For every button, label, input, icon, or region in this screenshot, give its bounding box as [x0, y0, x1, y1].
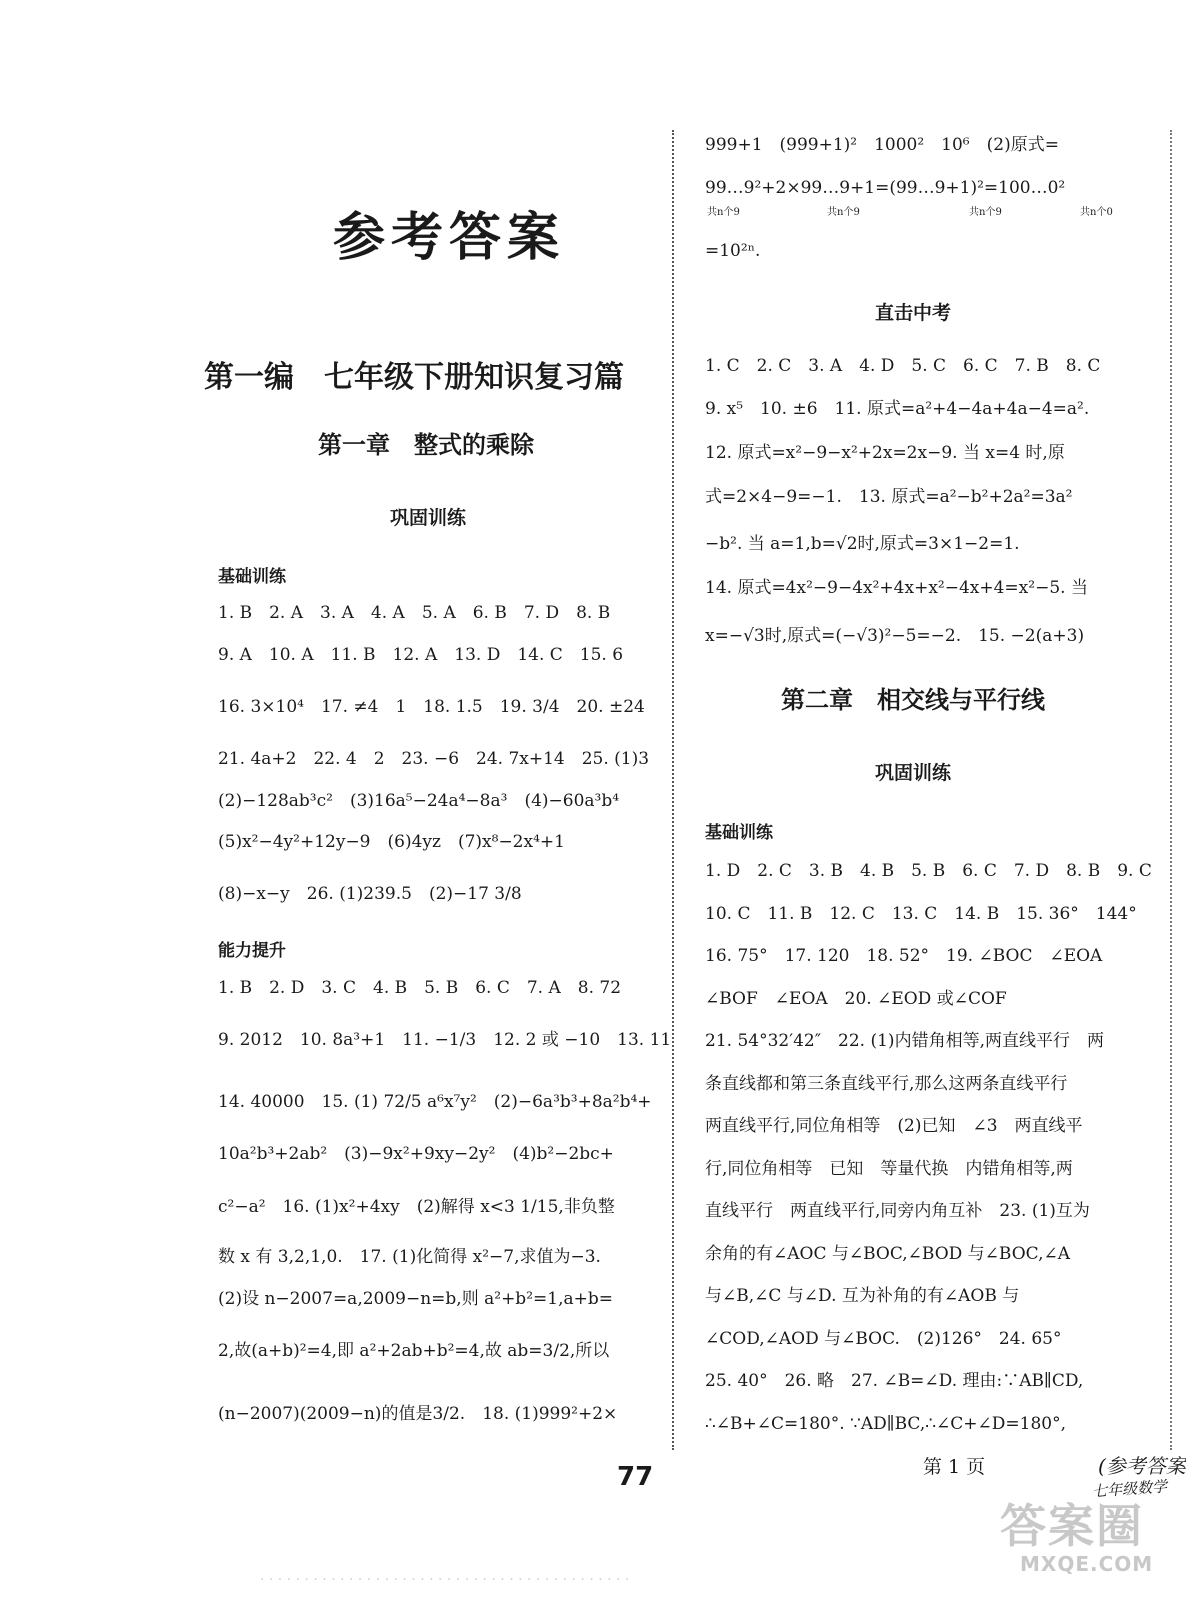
answer-line: 余角的有∠AOC 与∠BOC,∠BOD 与∠BOC,∠A — [705, 1244, 1071, 1264]
answer-line: 16. 75° 17. 120 18. 52° 19. ∠BOC ∠EOA — [705, 946, 1103, 966]
answer-line: 14. 40000 15. (1) 72/5 a⁶x⁷y² (2)−6a³b³+8a²b⁴+ — [218, 1092, 652, 1112]
answer-line: ∴∠B+∠C=180°. ∵AD∥BC,∴∠C+∠D=180°, — [705, 1414, 1067, 1434]
answer-line: 99…9²+2×99…9+1=(99…9+1)²=100…0² — [705, 178, 1066, 198]
column-divider — [672, 130, 674, 1450]
answer-line: 21. 4a+2 22. 4 2 23. −6 24. 7x+14 25. (1)3 — [218, 749, 650, 769]
answer-line: 与∠B,∠C 与∠D. 互为补角的有∠AOB 与 — [705, 1286, 1020, 1306]
answer-line: 1. B 2. A 3. A 4. A 5. A 6. B 7. D 8. B — [218, 603, 611, 623]
answer-line: ∠COD,∠AOD 与∠BOC. (2)126° 24. 65° — [705, 1329, 1062, 1349]
corner-tag: (参考答案 — [1098, 1454, 1186, 1478]
answer-line: (8)−x−y 26. (1)239.5 (2)−17 3/8 — [218, 884, 522, 904]
subsection-heading: 能力提升 — [218, 941, 286, 961]
page-title: 参考答案 — [333, 208, 566, 268]
answer-line: 数 x 有 3,2,1,0. 17. (1)化简得 x²−7,求值为−3. — [218, 1247, 601, 1267]
edge-divider — [1170, 130, 1172, 1450]
section-heading: 直击中考 — [875, 302, 952, 324]
underbrace-label: 共n个9 — [827, 207, 860, 218]
answer-line: 10a²b³+2ab² (3)−9x²+9xy−2y² (4)b²−2bc+ — [218, 1144, 614, 1164]
answer-line: 1. C 2. C 3. A 4. D 5. C 6. C 7. B 8. C — [705, 356, 1101, 376]
section-heading: 巩固训练 — [390, 507, 467, 529]
answer-line: 14. 原式=4x²−9−4x²+4x+x²−4x+4=x²−5. 当 — [705, 578, 1088, 598]
watermark-logo — [990, 1490, 1160, 1590]
underbrace-labels — [705, 203, 1135, 219]
answer-line: (2)设 n−2007=a,2009−n=b,则 a²+b²=1,a+b= — [218, 1289, 613, 1309]
answer-line: 条直线都和第三条直线平行,那么这两条直线平行 — [705, 1074, 1068, 1094]
page-number: 77 — [617, 1462, 654, 1492]
corner-subject-tag: 七年级数学 — [1091, 1477, 1168, 1501]
answer-line: (2)−128ab³c² (3)16a⁵−24a⁴−8a³ (4)−60a³b⁴ — [218, 791, 620, 811]
answer-line: 1. D 2. C 3. B 4. B 5. B 6. C 7. D 8. B 9. C — [705, 861, 1152, 881]
answer-line: x=−√3时,原式=(−√3)²−5=−2. 15. −2(a+3) — [705, 626, 1085, 646]
answer-line: 10. C 11. B 12. C 13. C 14. B 15. 36° 144° — [705, 904, 1137, 924]
answer-line: 两直线平行,同位角相等 (2)已知 ∠3 两直线平 — [705, 1116, 1083, 1136]
answer-line: 9. x⁵ 10. ±6 11. 原式=a²+4−4a+4a−4=a². — [705, 399, 1090, 419]
underbrace-label: 共n个9 — [707, 207, 740, 218]
answer-line: 21. 54°32′42″ 22. (1)内错角相等,两直线平行 两 — [705, 1031, 1104, 1051]
subsection-heading: 基础训练 — [218, 567, 286, 587]
watermark-text: 答案圈 — [1000, 1499, 1144, 1553]
bleed-through-text: · · · · · · · · · · · · · · · · · · · · · · · · · · · · · · · · · · · · · · · · · · — [260, 1572, 630, 1588]
answer-line: −b². 当 a=1,b=√2时,原式=3×1−2=1. — [705, 534, 1020, 554]
answer-line: =10²ⁿ. — [705, 241, 761, 261]
answer-line: 12. 原式=x²−9−x²+2x=2x−9. 当 x=4 时,原 — [705, 443, 1065, 463]
answer-line: ∠BOF ∠EOA 20. ∠EOD 或∠COF — [705, 989, 1007, 1009]
chapter-title: 第一章 整式的乘除 — [318, 431, 534, 459]
answer-line: 25. 40° 26. 略 27. ∠B=∠D. 理由:∵AB∥CD, — [705, 1371, 1084, 1391]
part-title: 第一编 七年级下册知识复习篇 — [204, 360, 624, 395]
answer-line: (5)x²−4y²+12y−9 (6)4yz (7)x⁸−2x⁴+1 — [218, 832, 565, 852]
answer-line: 16. 3×10⁴ 17. ≠4 1 18. 1.5 19. 3/4 20. ±24 — [218, 697, 645, 717]
page-label: 第 1 页 — [923, 1456, 986, 1478]
answer-line: 式=2×4−9=−1. 13. 原式=a²−b²+2a²=3a² — [705, 487, 1073, 507]
answer-line: c²−a² 16. (1)x²+4xy (2)解得 x<3 1/15,非负整 — [218, 1197, 615, 1217]
answer-line: 2,故(a+b)²=4,即 a²+2ab+b²=4,故 ab=3/2,所以 — [218, 1341, 610, 1361]
underbrace-label: 共n个0 — [1080, 207, 1113, 218]
answer-line: 1. B 2. D 3. C 4. B 5. B 6. C 7. A 8. 72 — [218, 978, 622, 998]
answer-line: (n−2007)(2009−n)的值是3/2. 18. (1)999²+2× — [218, 1404, 618, 1424]
underbrace-label: 共n个9 — [969, 207, 1002, 218]
section-heading: 巩固训练 — [875, 762, 952, 784]
answer-line: 直线平行 两直线平行,同旁内角互补 23. (1)互为 — [705, 1201, 1090, 1221]
answer-line: 999+1 (999+1)² 1000² 10⁶ (2)原式= — [705, 135, 1059, 155]
answer-line: 行,同位角相等 已知 等量代换 内错角相等,两 — [705, 1159, 1073, 1179]
watermark-domain: MXQE.COM — [1020, 1552, 1154, 1576]
answer-line: 9. 2012 10. 8a³+1 11. −1/3 12. 2 或 −10 13. 11 — [218, 1030, 672, 1050]
subsection-heading: 基础训练 — [705, 823, 773, 843]
chapter-title: 第二章 相交线与平行线 — [781, 686, 1045, 714]
answer-line: 9. A 10. A 11. B 12. A 13. D 14. C 15. 6 — [218, 645, 624, 665]
